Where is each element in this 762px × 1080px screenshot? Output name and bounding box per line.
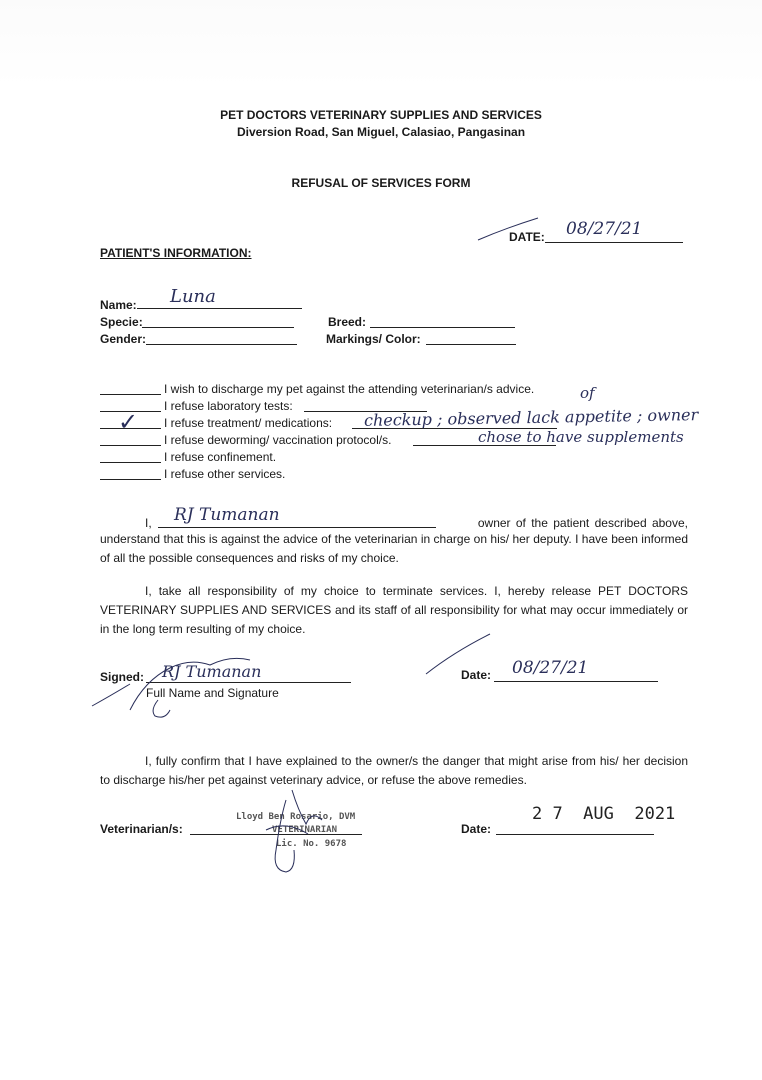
- veterinarian-label: Veterinarian/s:: [100, 822, 183, 836]
- option-blank: [100, 394, 161, 395]
- signature-name: RJ Tumanan: [162, 662, 262, 681]
- option-blank: [100, 462, 161, 463]
- check-mark: ✓: [118, 408, 139, 436]
- signature-scribble: [90, 640, 270, 720]
- statement1-i: I,: [145, 516, 152, 530]
- pen-stroke-mark: [424, 632, 494, 678]
- patient-section-heading: PATIENT'S INFORMATION:: [100, 246, 252, 260]
- owner-name-line: [158, 527, 436, 528]
- pen-stroke-mark: [476, 214, 546, 244]
- name-value: Luna: [170, 286, 216, 307]
- gender-label: Gender:: [100, 332, 147, 346]
- option-text: I refuse confinement.: [164, 450, 277, 464]
- owner-name-value: RJ Tumanan: [174, 505, 280, 525]
- option-text: I wish to discharge my pet against the attending veterinarian/s advice.: [164, 382, 535, 396]
- top-date-label: DATE:: [509, 230, 545, 244]
- top-date-line: [545, 242, 683, 243]
- form-title: REFUSAL OF SERVICES FORM: [291, 176, 471, 190]
- company-name: PET DOCTORS VETERINARY SUPPLIES AND SERVICES: [220, 108, 542, 122]
- breed-line: [370, 327, 515, 328]
- vet-stamp-license: Lic. No. 9678: [276, 839, 347, 849]
- vet-stamp-name: Lloyd Ben Rosario, DVM: [236, 812, 356, 822]
- signature-caption: Full Name and Signature: [146, 686, 279, 700]
- statement1-body: understand that this is against the advice of the veterinarian in charge on his/ her deputy. I have been informed of all the possible consequences and risks of my choice.: [100, 532, 688, 565]
- markings-label: Markings/ Color:: [326, 332, 421, 346]
- option-text: I refuse treatment/ medications:: [164, 416, 333, 430]
- statement2-body: I, take all responsibility of my choice to terminate services. I, hereby release PET DOCTORS VETERINARY SUPPLIES AND SERVICES and its staff of all responsibility for what may occur immediately or in the long term resulting of my choice.: [100, 584, 688, 636]
- signed-date-label: Date:: [461, 668, 492, 682]
- option-text: I refuse laboratory tests:: [164, 399, 293, 413]
- name-label: Name:: [100, 298, 137, 312]
- breed-label: Breed:: [328, 315, 367, 329]
- top-date-value: 08/27/21: [566, 219, 643, 239]
- option-blank: [100, 445, 161, 446]
- option-text: I refuse other services.: [164, 467, 286, 481]
- vet-date-line: [496, 834, 654, 835]
- specie-label: Specie:: [100, 315, 143, 329]
- handwritten-note-line2: chose to have supplements: [478, 428, 684, 446]
- handwritten-of: of: [580, 384, 595, 402]
- name-line: [137, 308, 302, 309]
- option-text: I refuse deworming/ vaccination protocol/s.: [164, 433, 392, 447]
- vet-signature-scribble: [246, 780, 346, 880]
- vet-date-stamp: 2 7 AUG 2021: [532, 804, 676, 824]
- statement1-line1-rest: owner of the patient described above,: [477, 516, 688, 530]
- option-blank: [100, 479, 161, 480]
- signed-label: Signed:: [100, 670, 144, 684]
- markings-line: [426, 344, 516, 345]
- signed-date-line: [494, 681, 658, 682]
- vet-date-label: Date:: [461, 822, 492, 836]
- company-address: Diversion Road, San Miguel, Calasiao, Pangasinan: [236, 125, 526, 139]
- statement3-body: I, fully confirm that I have explained to the owner/s the danger that might arise from his/ her decision to discharge his/her pet against veterinary advice, or refuse the above remedies.: [100, 754, 688, 787]
- handwritten-note-line1: checkup ; observed lack appetite ; owner: [363, 405, 699, 430]
- vet-stamp-title: VETERINARIAN: [272, 825, 338, 835]
- specie-line: [142, 327, 294, 328]
- signed-date-value: 08/27/21: [512, 658, 589, 678]
- gender-line: [146, 344, 297, 345]
